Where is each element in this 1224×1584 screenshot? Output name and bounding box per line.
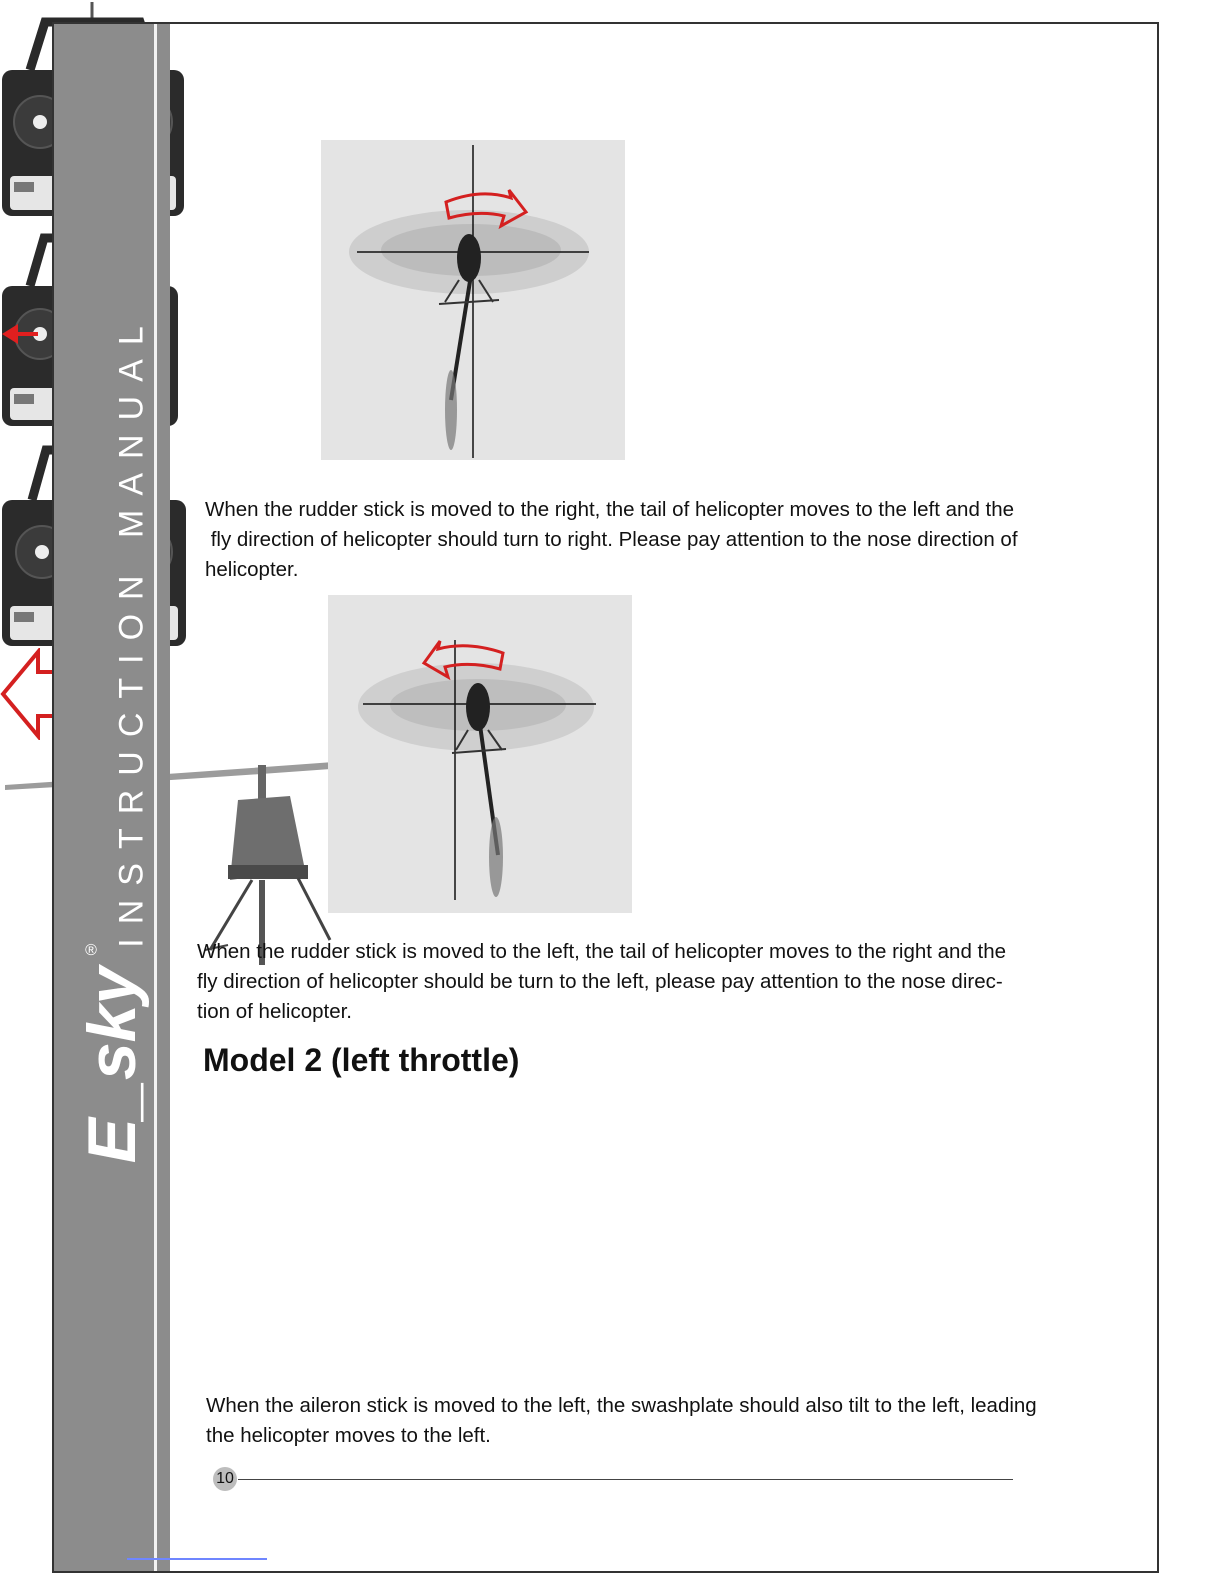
section-heading: Model 2 (left throttle) bbox=[203, 1042, 520, 1078]
caption-aileron-left bbox=[206, 1391, 1136, 1451]
manual-title: INSTRUCTION MANUAL bbox=[112, 312, 151, 948]
caption-line: the helicopter moves to the left. bbox=[206, 1424, 491, 1447]
caption-rudder-left bbox=[197, 937, 1127, 1027]
caption-line: When the aileron stick is moved to the left, the swashplate should also tilt to the left, leading bbox=[206, 1394, 1037, 1417]
caption-rudder-right bbox=[205, 495, 1125, 585]
caption-line: When the rudder stick is moved to the left, the tail of helicopter moves to the right and the bbox=[197, 940, 1007, 963]
sidebar-stripe bbox=[154, 24, 170, 1571]
bottom-mark bbox=[127, 1558, 267, 1560]
page-number: 10 bbox=[213, 1467, 237, 1491]
rudder-left-photo bbox=[328, 595, 632, 913]
footer-rule bbox=[238, 1479, 1013, 1480]
caption-line: fly direction of helicopter should be turn to the left, please pay attention to the nose direc- bbox=[197, 970, 1003, 993]
registered-mark: ® bbox=[85, 942, 97, 959]
caption-line: tion of helicopter. bbox=[197, 1000, 352, 1023]
caption-line: fly direction of helicopter should turn to right. Please pay attention to the nose direction of bbox=[205, 528, 1018, 551]
brand-logo: E_sky bbox=[74, 966, 150, 1164]
caption-line: When the rudder stick is moved to the right, the tail of helicopter moves to the left and the bbox=[205, 498, 1015, 521]
caption-line: helicopter. bbox=[205, 558, 299, 581]
rudder-right-photo bbox=[321, 140, 625, 460]
